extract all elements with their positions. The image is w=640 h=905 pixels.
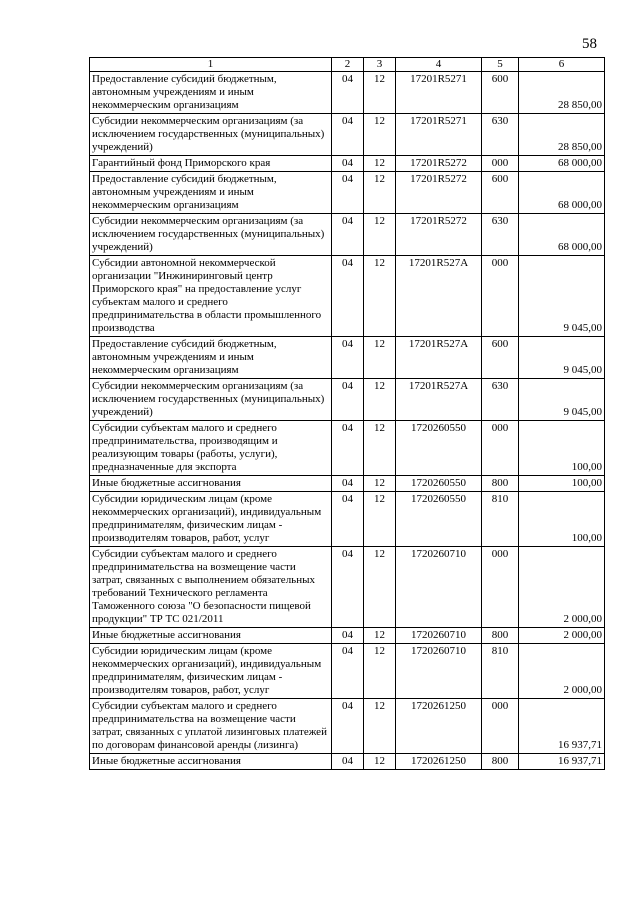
row-section-cell: 04: [332, 476, 364, 492]
table-row: [90, 256, 605, 337]
row-expense-type-cell: 630: [482, 114, 519, 156]
table-row: [90, 699, 605, 754]
row-name-cell: Субсидии некоммерческим организациям (за исключением государственных (муниципальных) учреждений): [90, 214, 332, 256]
row-name-cell: Иные бюджетные ассигнования: [90, 754, 332, 770]
table-row: [90, 476, 605, 492]
row-subsection-cell: 12: [364, 337, 396, 379]
row-amount-cell: 68 000,00: [519, 156, 605, 172]
row-amount-cell: 28 850,00: [519, 72, 605, 114]
row-section-cell: 04: [332, 492, 364, 547]
row-amount-cell: 28 850,00: [519, 114, 605, 156]
row-target-article-cell: 17201R5272: [396, 156, 482, 172]
row-amount-cell: 9 045,00: [519, 256, 605, 337]
row-section-cell: 04: [332, 421, 364, 476]
row-section-cell: 04: [332, 214, 364, 256]
row-subsection-cell: 12: [364, 214, 396, 256]
row-amount-cell: 2 000,00: [519, 628, 605, 644]
row-subsection-cell: 12: [364, 256, 396, 337]
row-section-cell: 04: [332, 114, 364, 156]
row-target-article-cell: 1720261250: [396, 754, 482, 770]
table-row: [90, 156, 605, 172]
header-cell: 3: [364, 58, 396, 72]
row-subsection-cell: 12: [364, 699, 396, 754]
row-target-article-cell: 1720261250: [396, 699, 482, 754]
row-target-article-cell: 1720260710: [396, 644, 482, 699]
table-row: [90, 492, 605, 547]
row-target-article-cell: 1720260710: [396, 628, 482, 644]
row-expense-type-cell: 810: [482, 644, 519, 699]
row-target-article-cell: 17201R5272: [396, 172, 482, 214]
row-section-cell: 04: [332, 547, 364, 628]
row-subsection-cell: 12: [364, 379, 396, 421]
row-section-cell: 04: [332, 628, 364, 644]
row-name-cell: Субсидии субъектам малого и среднего предпринимательства на возмещение части затрат, связанных с выполнением обязательных требований Технического регламента Таможенного союза "О безопасности пищевой продукции" ТР ТС 021/2011: [90, 547, 332, 628]
row-subsection-cell: 12: [364, 754, 396, 770]
row-amount-cell: 16 937,71: [519, 699, 605, 754]
row-subsection-cell: 12: [364, 114, 396, 156]
header-cell: 6: [519, 58, 605, 72]
row-section-cell: 04: [332, 699, 364, 754]
row-expense-type-cell: 800: [482, 754, 519, 770]
row-target-article-cell: 1720260550: [396, 421, 482, 476]
row-amount-cell: 16 937,71: [519, 754, 605, 770]
row-amount-cell: 2 000,00: [519, 644, 605, 699]
row-expense-type-cell: 600: [482, 172, 519, 214]
row-name-cell: Субсидии субъектам малого и среднего предпринимательства на возмещение части затрат, связанных с уплатой лизинговых платежей по договорам финансовой аренды (лизинга): [90, 699, 332, 754]
row-amount-cell: 68 000,00: [519, 214, 605, 256]
row-amount-cell: 100,00: [519, 421, 605, 476]
row-expense-type-cell: 600: [482, 337, 519, 379]
table-row: [90, 72, 605, 114]
row-name-cell: Предоставление субсидий бюджетным, автономным учреждениям и иным некоммерческим организациям: [90, 172, 332, 214]
row-name-cell: Субсидии субъектам малого и среднего предпринимательства, производящим и реализующим товары (работы, услуги), предназначенные для экспорта: [90, 421, 332, 476]
row-name-cell: Субсидии некоммерческим организациям (за исключением государственных (муниципальных) учреждений): [90, 379, 332, 421]
row-amount-cell: 9 045,00: [519, 337, 605, 379]
row-name-cell: Иные бюджетные ассигнования: [90, 628, 332, 644]
row-subsection-cell: 12: [364, 172, 396, 214]
table-row: [90, 214, 605, 256]
row-expense-type-cell: 810: [482, 492, 519, 547]
row-name-cell: Субсидии юридическим лицам (кроме некоммерческих организаций), индивидуальным предпринимателям, физическим лицам - производителям товаров, работ, услуг: [90, 644, 332, 699]
row-target-article-cell: 17201R527A: [396, 337, 482, 379]
row-name-cell: Гарантийный фонд Приморского края: [90, 156, 332, 172]
row-expense-type-cell: 800: [482, 628, 519, 644]
table-row: [90, 754, 605, 770]
header-cell: 1: [90, 58, 332, 72]
row-section-cell: 04: [332, 337, 364, 379]
table-row: [90, 114, 605, 156]
row-amount-cell: 100,00: [519, 476, 605, 492]
row-name-cell: Субсидии автономной некоммерческой организации "Инжиниринговый центр Приморского края" на предоставление услуг субъектам малого и среднего предпринимательства в области промышленного производства: [90, 256, 332, 337]
row-expense-type-cell: 630: [482, 379, 519, 421]
row-section-cell: 04: [332, 172, 364, 214]
row-target-article-cell: 17201R5271: [396, 114, 482, 156]
row-target-article-cell: 17201R527A: [396, 379, 482, 421]
row-subsection-cell: 12: [364, 72, 396, 114]
table-header-row: [90, 58, 605, 72]
row-subsection-cell: 12: [364, 476, 396, 492]
header-cell: 4: [396, 58, 482, 72]
table-row: [90, 337, 605, 379]
row-name-cell: Предоставление субсидий бюджетным, автономным учреждениям и иным некоммерческим организациям: [90, 72, 332, 114]
row-expense-type-cell: 600: [482, 72, 519, 114]
row-target-article-cell: 1720260550: [396, 476, 482, 492]
table-row: [90, 628, 605, 644]
header-cell: 2: [332, 58, 364, 72]
row-expense-type-cell: 000: [482, 699, 519, 754]
row-target-article-cell: 1720260550: [396, 492, 482, 547]
row-name-cell: Предоставление субсидий бюджетным, автономным учреждениям и иным некоммерческим организациям: [90, 337, 332, 379]
row-expense-type-cell: 000: [482, 421, 519, 476]
row-subsection-cell: 12: [364, 492, 396, 547]
row-section-cell: 04: [332, 754, 364, 770]
header-cell: 5: [482, 58, 519, 72]
row-subsection-cell: 12: [364, 628, 396, 644]
row-target-article-cell: 17201R5272: [396, 214, 482, 256]
row-expense-type-cell: 000: [482, 547, 519, 628]
table-row: [90, 172, 605, 214]
budget-table: [89, 57, 605, 770]
row-subsection-cell: 12: [364, 156, 396, 172]
row-name-cell: Субсидии некоммерческим организациям (за исключением государственных (муниципальных) учреждений): [90, 114, 332, 156]
table-row: [90, 379, 605, 421]
table-row: [90, 421, 605, 476]
row-amount-cell: 100,00: [519, 492, 605, 547]
row-section-cell: 04: [332, 256, 364, 337]
row-name-cell: Субсидии юридическим лицам (кроме некоммерческих организаций), индивидуальным предпринимателям, физическим лицам - производителям товаров, работ, услуг: [90, 492, 332, 547]
row-subsection-cell: 12: [364, 644, 396, 699]
row-target-article-cell: 17201R527A: [396, 256, 482, 337]
row-amount-cell: 2 000,00: [519, 547, 605, 628]
row-section-cell: 04: [332, 379, 364, 421]
row-section-cell: 04: [332, 644, 364, 699]
row-amount-cell: 9 045,00: [519, 379, 605, 421]
row-target-article-cell: 17201R5271: [396, 72, 482, 114]
row-subsection-cell: 12: [364, 421, 396, 476]
table-row: [90, 547, 605, 628]
row-expense-type-cell: 630: [482, 214, 519, 256]
row-section-cell: 04: [332, 72, 364, 114]
page-number: 58: [582, 36, 597, 52]
row-target-article-cell: 1720260710: [396, 547, 482, 628]
row-expense-type-cell: 000: [482, 156, 519, 172]
row-subsection-cell: 12: [364, 547, 396, 628]
row-amount-cell: 68 000,00: [519, 172, 605, 214]
row-expense-type-cell: 000: [482, 256, 519, 337]
row-section-cell: 04: [332, 156, 364, 172]
row-name-cell: Иные бюджетные ассигнования: [90, 476, 332, 492]
table-row: [90, 644, 605, 699]
row-expense-type-cell: 800: [482, 476, 519, 492]
